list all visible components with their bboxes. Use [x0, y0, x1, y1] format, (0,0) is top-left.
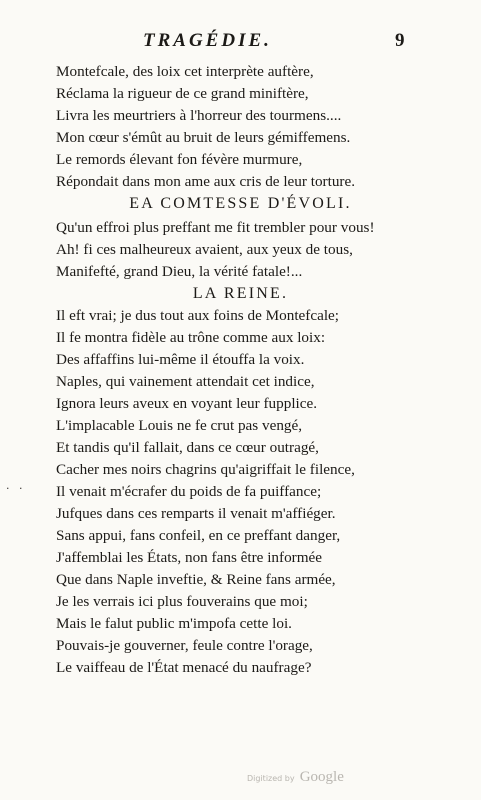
running-title: TRAGÉDIE.: [143, 30, 272, 51]
verse-line: Réclama la rigueur de ce grand miniftère,: [56, 85, 309, 102]
verse-line: Le remords élevant fon févère murmure,: [56, 151, 303, 168]
verse-line: Qu'un effroi plus preffant me fit trembler pour vous!: [56, 219, 375, 236]
verse-line: Ignora leurs aveux en voyant leur fupplice.: [56, 395, 318, 412]
verse-line: Que dans Naple inveftie, & Reine fans armée,: [56, 571, 336, 588]
speaker-heading: EA COMTESSE D'ÉVOLI.: [129, 195, 352, 212]
verse-line: L'implacable Louis ne fe crut pas vengé,: [56, 417, 303, 434]
verse-line: Il venait m'écrafer du poids de fa puiffance;: [56, 483, 322, 500]
page-number: 9: [395, 30, 405, 51]
verse-line: Cacher mes noirs chagrins qu'aigriffait le filence,: [56, 461, 355, 478]
speaker-heading: LA REINE.: [192, 285, 289, 302]
verse-line: J'affemblai les États, non fans être informée: [56, 549, 323, 566]
verse-line: Mon cœur s'émût au bruit de leurs gémiffemens.: [56, 129, 351, 146]
verse-block-1: [56, 61, 466, 193]
verse-block-2: [56, 217, 466, 283]
running-head: [0, 30, 481, 52]
verse-line: Mais le falut public m'impofa cette loi.: [56, 615, 292, 632]
verse-line: Le vaiffeau de l'État menacé du naufrage?: [56, 659, 312, 676]
verse-line: Il eft vrai; je dus tout aux foins de Montefcale;: [56, 307, 339, 324]
verse-line: Des affaffins lui-même il étouffa la voix.: [56, 351, 305, 368]
verse-line: Et tandis qu'il fallait, dans ce cœur outragé,: [56, 439, 319, 456]
verse-line: Pouvais-je gouverner, feule contre l'orage,: [56, 637, 313, 654]
verse-line: Sans appui, fans confeil, en ce preffant danger,: [56, 527, 341, 544]
verse-line: Je les verrais ici plus fouverains que moi;: [56, 593, 308, 610]
verse-line: Manifefté, grand Dieu, la vérité fatale!...: [56, 263, 303, 280]
google-logo: Google: [299, 769, 344, 785]
verse-line: Naples, qui vainement attendait cet indice,: [56, 373, 315, 390]
verse-line: Livra les meurtriers à l'horreur des tourmens....: [56, 107, 342, 124]
margin-marks: · ·: [6, 482, 26, 495]
watermark-prefix: Digitized by: [247, 774, 295, 783]
verse-line: Répondait dans mon ame aux cris de leur torture.: [56, 173, 356, 190]
verse-line: Il fe montra fidèle au trône comme aux loix:: [56, 329, 326, 346]
verse-block-3: [56, 305, 466, 679]
verse-line: Ah! fi ces malheureux avaient, aux yeux de tous,: [56, 241, 353, 258]
verse-line: Jufques dans ces remparts il venait m'affiéger.: [56, 505, 336, 522]
digitized-watermark: [247, 766, 344, 786]
verse-line: Montefcale, des loix cet interprète auftère,: [56, 63, 314, 80]
